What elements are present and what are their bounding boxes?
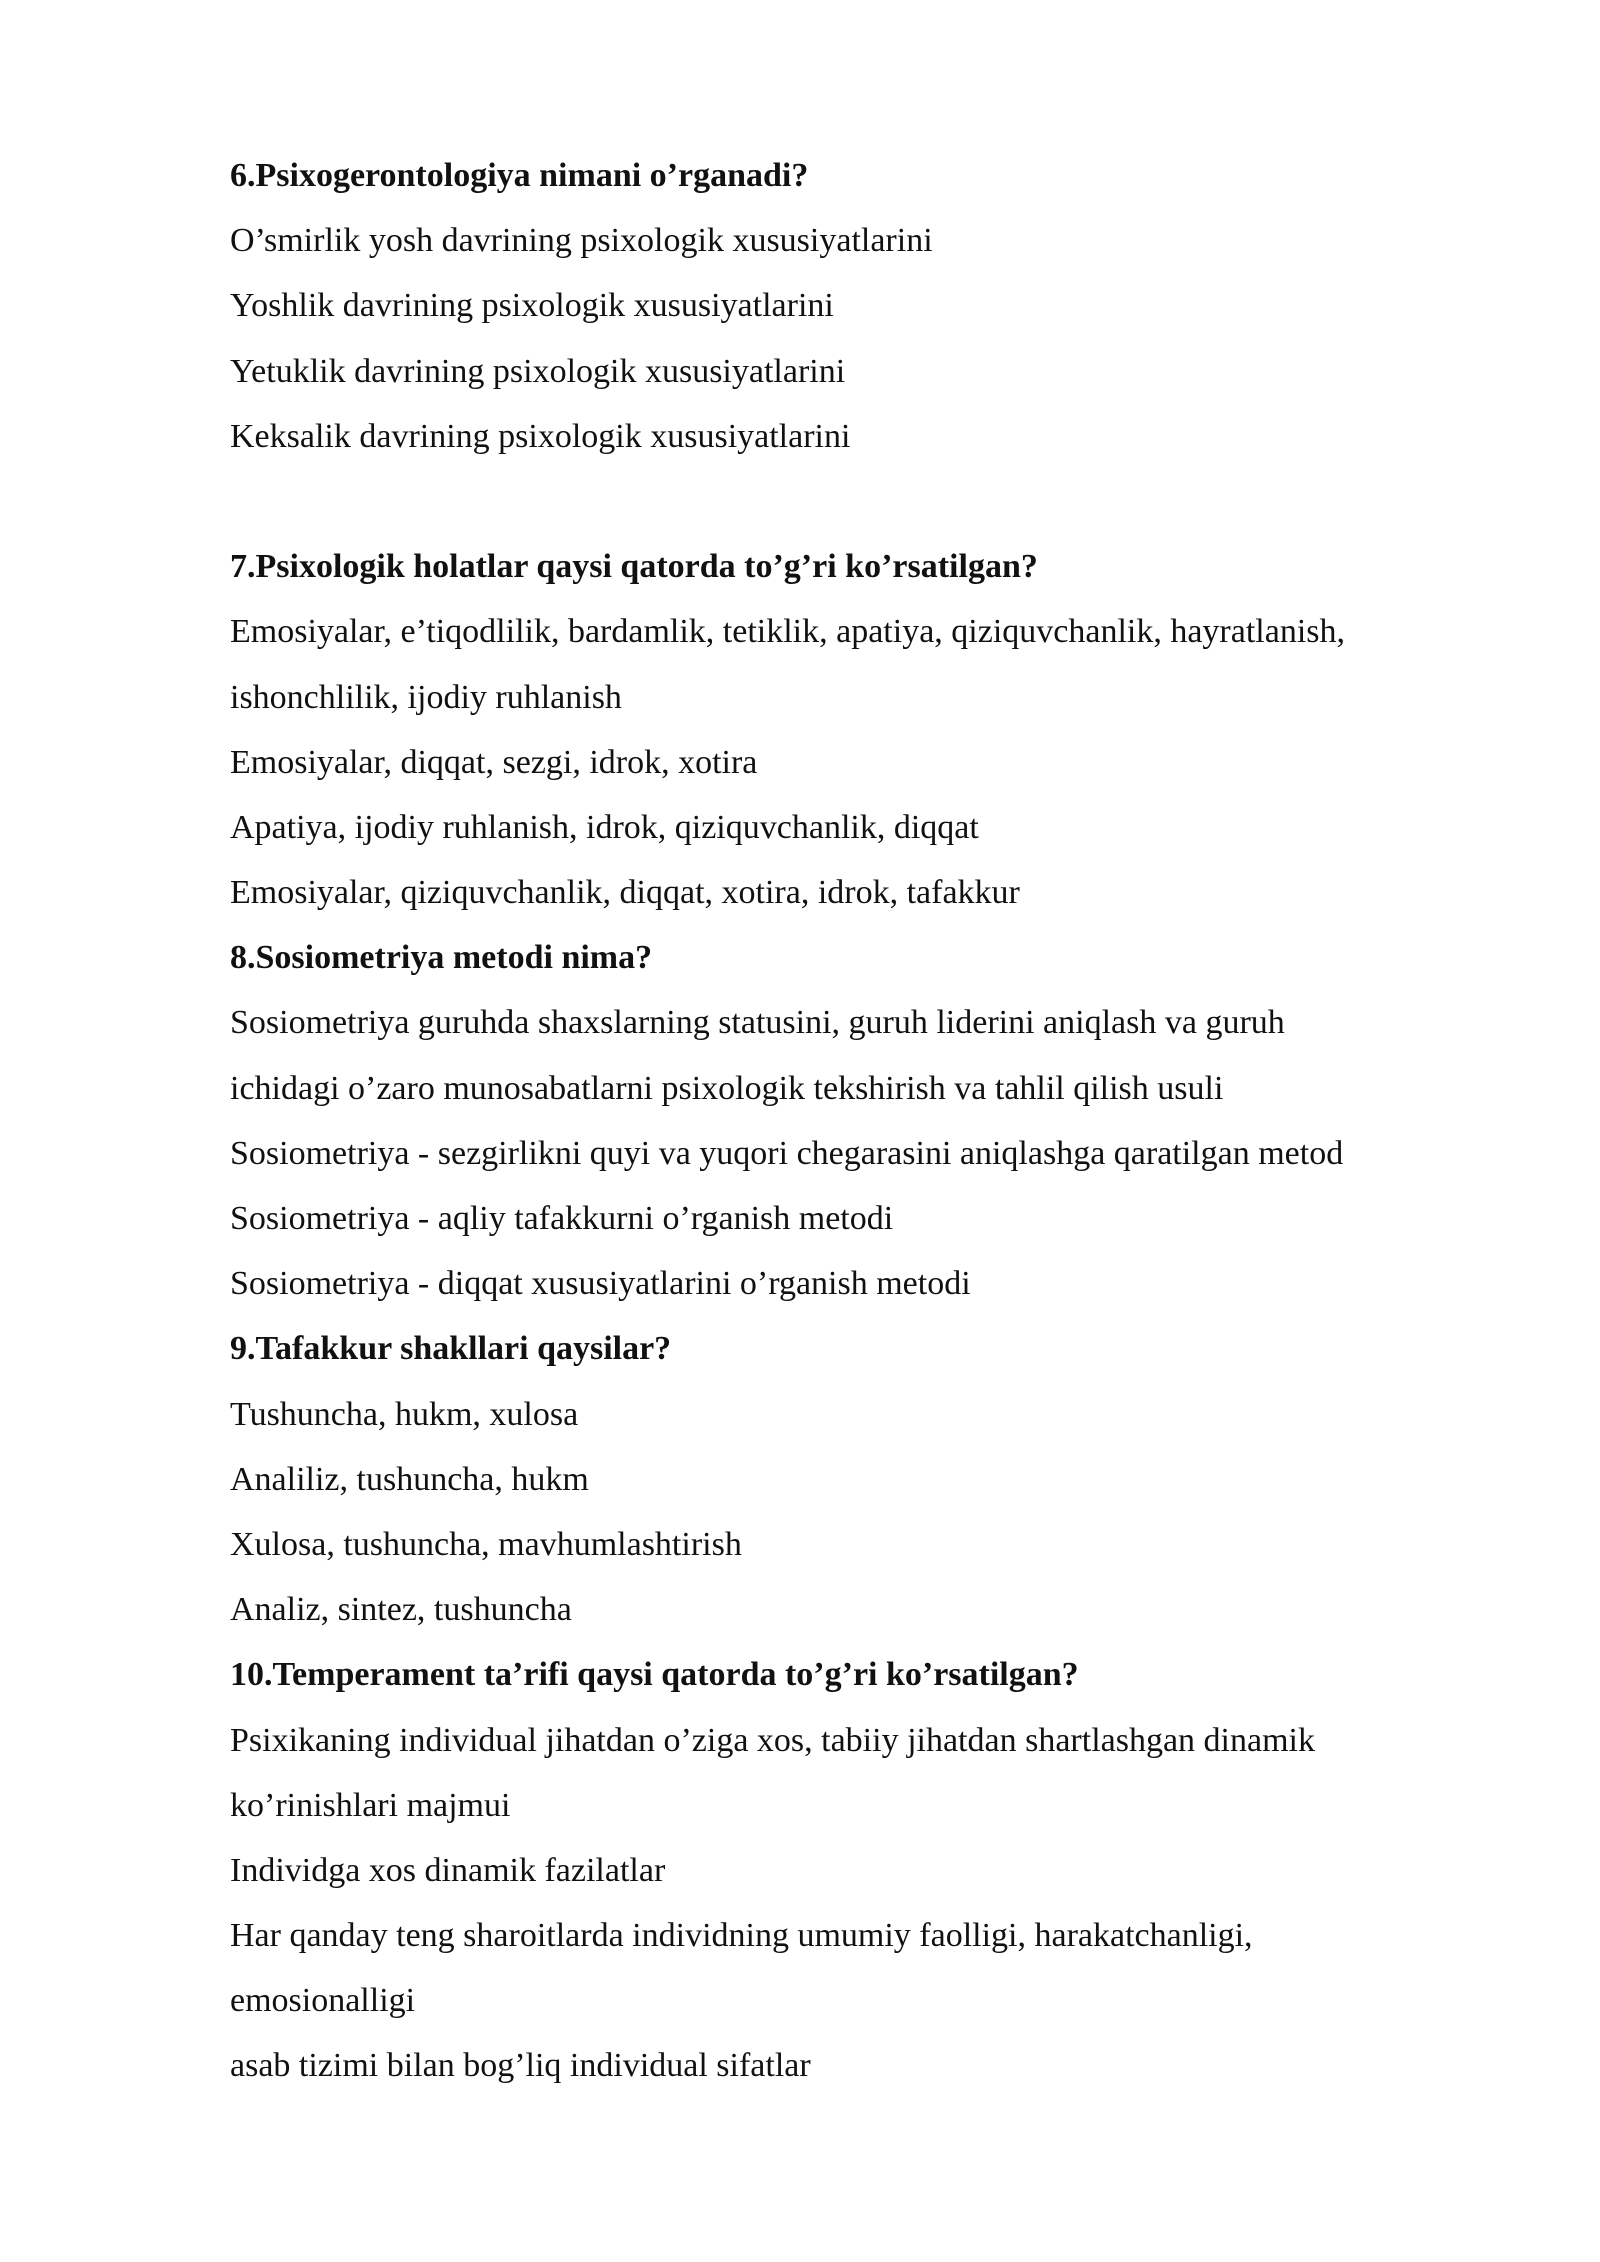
answer-option [230, 1382, 1530, 1447]
answer-option [230, 1708, 1530, 1838]
answer-line: Xulosa, tushuncha, mavhumlashtirish [230, 1525, 742, 1563]
answer-line: Emosiyalar, qiziquvchanlik, diqqat, xotira, idrok, tafakkur [230, 874, 1020, 912]
answer-line: Analiz, sintez, tushuncha [230, 1591, 572, 1629]
answer-line: Sosiometriya - diqqat xususiyatlarini o’rganish metodi [230, 1265, 971, 1303]
answer-line: Har qanday teng sharoitlarda individning umumiy faolligi, harakatchanligi, [230, 1917, 1253, 1955]
answer-option [230, 795, 1530, 860]
answer-line: Sosiometriya - sezgirlikni quyi va yuqori chegarasini aniqlashga qaratilgan metod [230, 1134, 1344, 1172]
answer-line: O’smirlik yosh davrining psixologik xususiyatlarini [230, 222, 933, 260]
question-title: 8.Sosiometriya metodi nima? [230, 939, 653, 977]
answer-line: asab tizimi bilan bog’liq individual sifatlar [230, 2047, 811, 2085]
answer-line: Yetuklik davrining psixologik xususiyatlarini [230, 352, 846, 390]
answer-option [230, 1903, 1530, 2033]
answer-option [230, 1186, 1530, 1251]
answer-line: ko’rinishlari majmui [230, 1786, 511, 1824]
answer-line: ichidagi o’zaro munosabatlarni psixologik tekshirish va tahlil qilish usuli [230, 1069, 1224, 1107]
answer-line: Sosiometriya guruhda shaxslarning statusini, guruh liderini aniqlash va guruh [230, 1004, 1285, 1042]
answer-option [230, 730, 1530, 795]
answer-line: Sosiometriya - aqliy tafakkurni o’rganish metodi [230, 1200, 894, 1237]
answer-option [230, 990, 1530, 1120]
question-title: 9.Tafakkur shakllari qaysilar? [230, 1330, 672, 1368]
answer-line: emosionalligi [230, 1982, 416, 2020]
blank-line [230, 469, 1530, 534]
answer-option [230, 208, 1530, 273]
answer-option [230, 1251, 1530, 1316]
answer-line: Apatiya, ijodiy ruhlanish, idrok, qiziquvchanlik, diqqat [230, 808, 979, 846]
answer-option [230, 1512, 1530, 1577]
answer-option [230, 1838, 1530, 1903]
answer-line: Yoshlik davrining psixologik xususiyatlarini [230, 287, 834, 325]
document-page [230, 143, 1530, 2099]
question-title: 10.Temperament ta’rifi qaysi qatorda to’g’ri ko’rsatilgan? [230, 1656, 1079, 1694]
answer-line: Keksalik davrining psixologik xususiyatlarini [230, 417, 851, 455]
answer-option [230, 599, 1530, 729]
answer-line: ishonchlilik, ijodiy ruhlanish [230, 678, 622, 716]
answer-line: Analiliz, tushuncha, hukm [230, 1460, 589, 1498]
answer-line: Tushuncha, hukm, xulosa [230, 1395, 579, 1433]
answer-line: Emosiyalar, e’tiqodlilik, bardamlik, tetiklik, apatiya, qiziquvchanlik, hayratlanish, [230, 613, 1346, 651]
answer-option [230, 2033, 1530, 2098]
answer-option [230, 404, 1530, 469]
answer-option [230, 1121, 1530, 1186]
answer-option [230, 1577, 1530, 1642]
answer-option [230, 273, 1530, 338]
answer-line: Psixikaning individual jihatdan o’ziga xos, tabiiy jihatdan shartlashgan dinamik [230, 1721, 1315, 1759]
question-title: 6.Psixogerontologiya nimani o’rganadi? [230, 157, 809, 194]
answer-option [230, 1447, 1530, 1512]
answer-option [230, 860, 1530, 925]
answer-option [230, 339, 1530, 404]
answer-line: Emosiyalar, diqqat, sezgi, idrok, xotira [230, 743, 758, 781]
answer-line: Individga xos dinamik fazilatlar [230, 1851, 666, 1889]
question-title: 7.Psixologik holatlar qaysi qatorda to’g’ri ko’rsatilgan? [230, 548, 1038, 586]
